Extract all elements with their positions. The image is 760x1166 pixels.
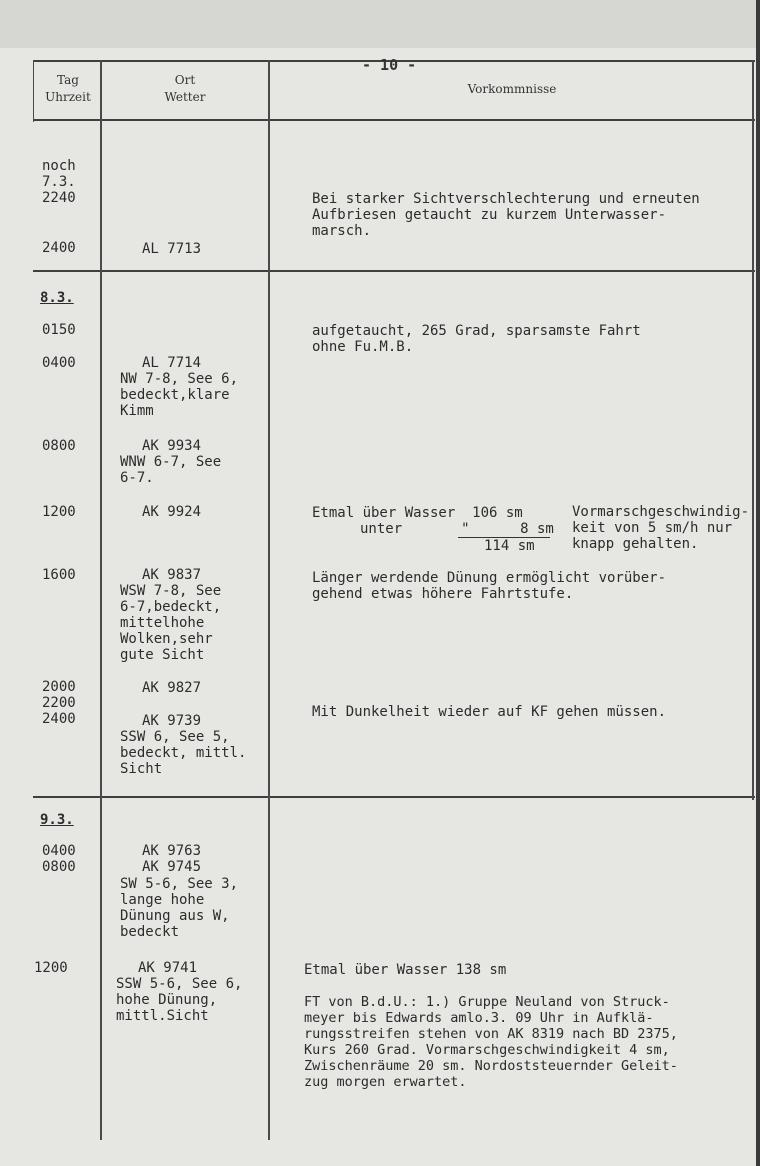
ort-line: 6-7. [120,470,154,486]
ort-line: SSW 5-6, See 6, [116,976,243,992]
ort-line: bedeckt, mittl. [120,745,247,761]
right-border [752,60,754,800]
col2-divider [268,60,270,1140]
ft-line: zug morgen erwartet. [304,1074,467,1090]
time-2240: 2240 [42,190,76,206]
ort-line: AK 9837 [142,567,202,583]
vork-line: keit von 5 sm/h nur [572,520,733,536]
vork-line: Vormarschgeschwindig- [572,504,750,520]
vork-line: knapp gehalten. [572,536,699,552]
date-8-3: 8.3. [40,290,74,306]
header-bottom-rule [33,119,755,121]
ort-line: AK 9827 [142,680,202,696]
time-1600: 1600 [42,567,76,583]
time-2400: 2400 [42,711,76,727]
time-0400: 0400 [42,843,76,859]
ort-line: AK 9924 [142,504,202,520]
ft-line: rungsstreifen stehen von AK 8319 nach BD 2375, [304,1026,678,1042]
ort-line: AK 9739 [142,713,202,729]
ft-line: Zwischenräume 20 sm. Nordoststeuernder Geleit- [304,1058,678,1074]
ort-line: Dünung aus W, [120,908,230,924]
left-border [33,60,34,122]
ort-line: hohe Dünung, [116,992,218,1008]
page-top-shadow [0,0,760,48]
ort-line: AK 9934 [142,438,202,454]
time-0800: 0800 [42,859,76,875]
ort-line: WNW 6-7, See [120,454,222,470]
page-right-edge [756,0,760,1166]
ort-line: AK 9741 [138,960,198,976]
time-2000: 2000 [42,679,76,695]
ort-al-7713: AL 7713 [142,241,202,257]
time-1200: 1200 [42,504,76,520]
header-ort: Ort [174,73,196,87]
vork-line: marsch. [312,223,372,239]
ort-line: AL 7714 [142,355,202,371]
etmal-ueber-wasser: Etmal über Wasser 106 sm [312,505,523,521]
ort-line: 6-7,bedeckt, [120,599,222,615]
vork-line: Bei starker Sichtverschlechterung und erneuten [312,191,700,207]
header-uhrzeit: Uhrzeit [45,90,91,104]
ort-line: mittl.Sicht [116,1008,209,1024]
ft-line: FT von B.d.U.: 1.) Gruppe Neuland von Struck- [304,994,670,1010]
ort-line: Kimm [120,403,154,419]
ort-line: gute Sicht [120,647,205,663]
header-tag: Tag [57,73,79,87]
ort-line: WSW 7-8, See [120,583,222,599]
ort-line: lange hohe [120,892,205,908]
ft-line: meyer bis Edwards amlo.3. 09 Uhr in Aufklä- [304,1010,654,1026]
col1-divider [100,60,102,1140]
vork-line: gehend etwas höhere Fahrtstufe. [312,586,574,602]
etmal-unter-wasser: unter " 8 sm [360,521,554,537]
header-tag-uhrzeit [38,72,98,106]
etmal-sum: 114 sm [484,538,535,554]
time-0800: 0800 [42,438,76,454]
header-wetter: Wetter [164,90,206,104]
day-7-bottom-rule [33,270,755,272]
ort-line: Sicht [120,761,163,777]
date-7-3: 7.3. [42,174,76,190]
ort-line: SSW 6, See 5, [120,729,230,745]
header-vorkommnisse: Vorkommnisse [467,82,557,96]
time-0150: 0150 [42,322,76,338]
vork-line: aufgetaucht, 265 Grad, sparsamste Fahrt [312,323,641,339]
time-2400: 2400 [42,240,76,256]
vork-line: Länger werdende Dünung ermöglicht vorüber- [312,570,667,586]
ort-line: Wolken,sehr [120,631,213,647]
time-2200: 2200 [42,695,76,711]
ort-line: AK 9763 [142,843,202,859]
ort-line: mittelhohe [120,615,205,631]
vork-line: Etmal über Wasser 138 sm [304,962,507,978]
time-1200: 1200 [34,960,68,976]
page-number: - 10 - [362,56,417,74]
ort-line: bedeckt [120,924,180,940]
ort-line: SW 5-6, See 3, [120,876,239,892]
vork-line: ohne Fu.M.B. [312,339,414,355]
ort-line: AK 9745 [142,859,202,875]
time-noch: noch [42,158,76,174]
header-ort-wetter [104,72,266,106]
vork-line: Mit Dunkelheit wieder auf KF gehen müssen. [312,704,667,720]
ort-line: NW 7-8, See 6, [120,371,239,387]
day-8-bottom-rule [33,796,755,798]
ft-line: Kurs 260 Grad. Vormarschgeschwindigkeit 4 sm, [304,1042,670,1058]
time-0400: 0400 [42,355,76,371]
date-9-3: 9.3. [40,812,74,828]
vork-line: Aufbriesen getaucht zu kurzem Unterwasser- [312,207,667,223]
ort-line: bedeckt,klare [120,387,230,403]
